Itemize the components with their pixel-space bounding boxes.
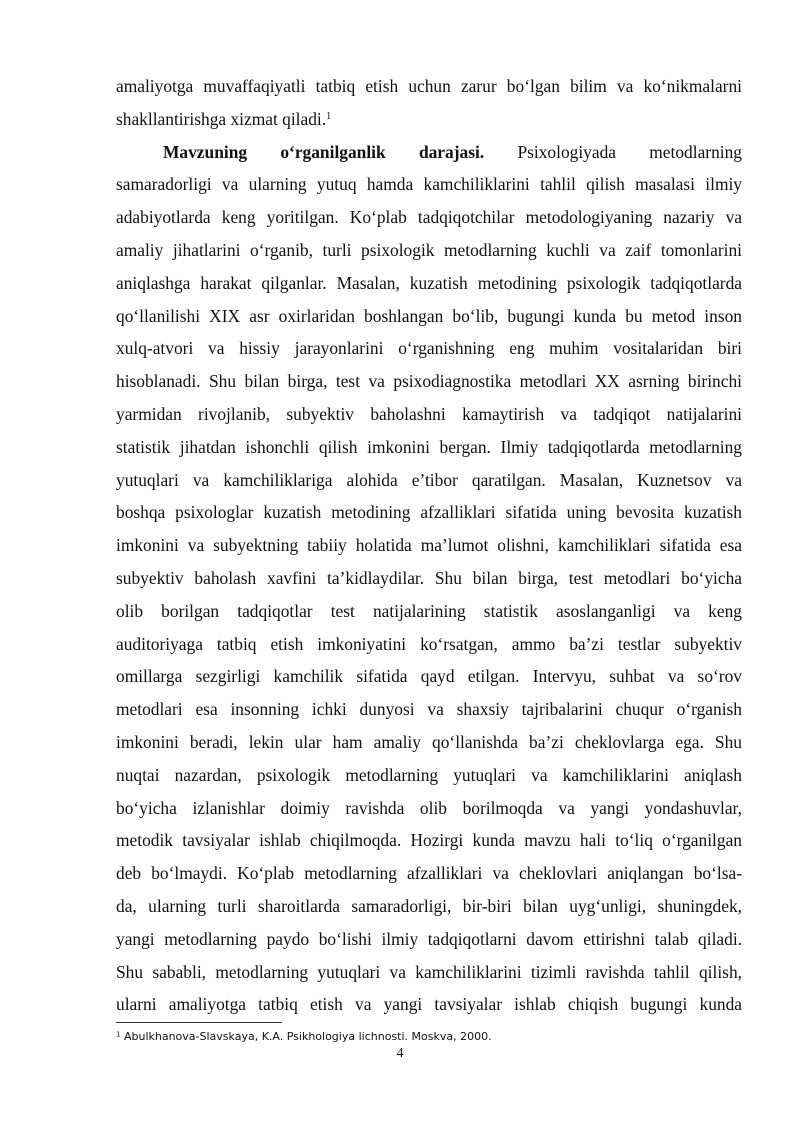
body-line: deb bo‘lmaydi. Ko‘plab metodlarning afzalliklari va cheklovlari aniqlangan bo‘lsa- — [116, 863, 742, 884]
body-line: omillarga sezgirligi kamchilik sifatida qayd etilgan. Intervyu, suhbat va so‘rov — [116, 666, 742, 687]
body-line: xulq-atvori va hissiy jarayonlarini o‘rganishning eng muhim vositalaridan biri — [116, 338, 742, 359]
body-line: aniqlashga harakat qilganlar. Masalan, kuzatish metodining psixologik tadqiqotlarda — [116, 272, 742, 293]
body-line: Shu sababli, metodlarning yutuqlari va kamchiliklarini tizimli ravishda tahlil qilish, — [116, 961, 742, 982]
footnote-marker: 1 — [116, 1030, 121, 1039]
body-line: imkonini beradi, lekin ular ham amaliy qo‘llanishda ba’zi cheklovlarga ega. Shu — [116, 731, 742, 752]
footnote — [116, 1030, 492, 1043]
body-line: auditoriyaga tatbiq etish imkoniyatini ko‘rsatgan, ammo ba’zi testlar subyektiv — [116, 633, 742, 654]
footnote-text: Abulkhanova-Slavskaya, K.A. Psikhologiya lichnosti. Moskva, 2000. — [123, 1030, 492, 1043]
section-heading: Mavzuning o‘rganilganlik darajasi. — [163, 141, 485, 162]
body-line: amaliyotga muvaffaqiyatli tatbiq etish uchun zarur bo‘lgan bilim va ko‘nikmalarni — [116, 76, 742, 96]
body-line: metodik tavsiyalar ishlab chiqilmoqda. Hozirgi kunda mavzu hali to‘liq o‘rganilgan — [116, 830, 742, 851]
body-line: boshqa psixologlar kuzatish metodining afzalliklari sifatida uning bevosita kuzatish — [116, 502, 742, 523]
body-line: yarmidan rivojlanib, subyektiv baholashni kamaytirish va tadqiqot natijalarini — [116, 403, 742, 424]
body-line-text: Psixologiyada metodlarning — [517, 141, 742, 162]
body-line: da, ularning turli sharoitlarda samaradorligi, bir-biri bilan uyg‘unligi, shuningdek, — [116, 895, 742, 916]
body-line: bo‘yicha izlanishlar doimiy ravishda olib borilmoqda va yangi yondashuvlar, — [116, 797, 742, 818]
body-line: hisoblanadi. Shu bilan birga, test va psixodiagnostika metodlari XX asrning birinchi — [116, 371, 742, 392]
body-line: statistik jihatdan ishonchli qilish imkonini bergan. Ilmiy tadqiqotlarda metodlarning — [116, 436, 742, 457]
body-line: yutuqlari va kamchiliklariga alohida e’tibor qaratilgan. Masalan, Kuznetsov va — [116, 469, 742, 490]
body-line: nuqtai nazardan, psixologik metodlarning yutuqlari va kamchiliklarini aniqlash — [116, 764, 742, 785]
body-text — [116, 70, 742, 1021]
body-line: ularni amaliyotga tatbiq etish va yangi tavsiyalar ishlab chiqish bugungi kunda — [116, 994, 742, 1015]
body-line: adabiyotlarda keng yoritilgan. Ko‘plab tadqiqotchilar metodologiyaning nazariy va — [116, 207, 742, 228]
footnote-divider — [116, 1022, 282, 1023]
body-line-text: shakllantirishga xizmat qiladi. — [116, 108, 327, 129]
page-number: 4 — [396, 1046, 404, 1061]
section-heading-line — [116, 136, 742, 169]
body-line: amaliy jihatlarini o‘rganib, turli psixologik metodlarning kuchli va zaif tomonlarini — [116, 239, 742, 260]
body-line: imkonini va subyektning tabiiy holatida ma’lumot olishni, kamchiliklari sifatida esa — [116, 535, 742, 556]
body-line: yangi metodlarning paydo bo‘lishi ilmiy tadqiqotlarni davom ettirishni talab qiladi. — [116, 928, 742, 949]
body-line: metodlari esa insonning ichki dunyosi va shaxsiy tajribalarini chuqur o‘rganish — [116, 699, 742, 720]
body-line — [116, 103, 742, 136]
body-line: subyektiv baholash xavfini ta’kidlaydilar. Shu bilan birga, test metodlari bo‘yicha — [116, 567, 742, 588]
body-line: samaradorligi va ularning yutuq hamda kamchiliklarini tahlil qilish masalasi ilmiy — [116, 174, 742, 195]
body-line: olib borilgan tadqiqotlar test natijalarining statistik asoslanganligi va keng — [116, 600, 742, 621]
footnote-reference[interactable]: 1 — [326, 110, 332, 122]
body-line: qo‘llanilishi XIX asr oxirlaridan boshlangan bo‘lib, bugungi kunda bu metod inson — [116, 305, 742, 326]
